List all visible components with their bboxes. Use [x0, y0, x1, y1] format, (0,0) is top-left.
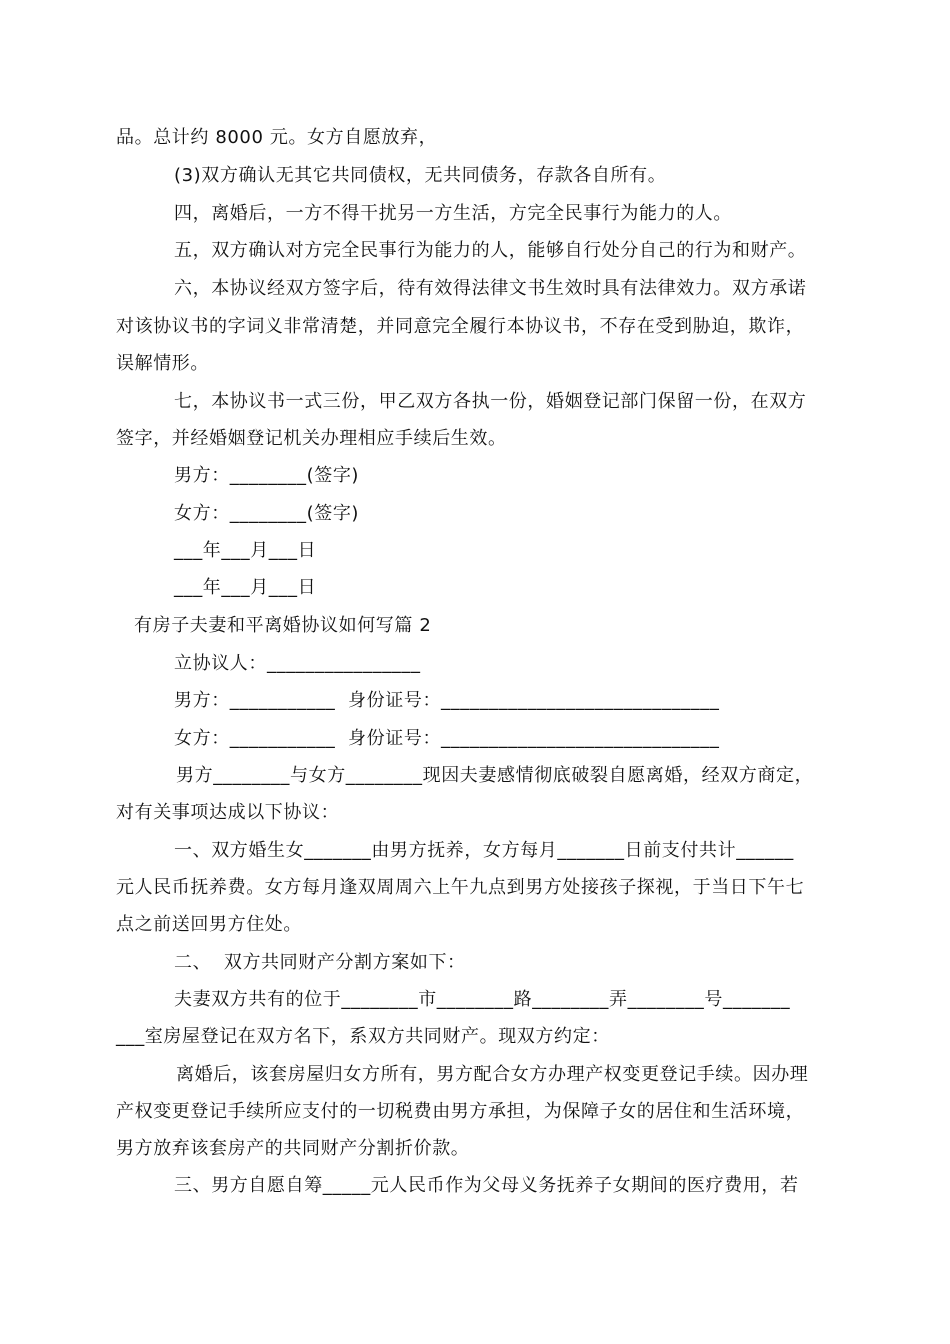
- text-line: 对该协议书的字词义非常清楚，并同意完全履行本协议书，不存在受到胁迫，欺诈，: [116, 316, 805, 337]
- text-line: 男方________与女方________现因夫妻感情彻底破裂自愿离婚，经双方商定，: [176, 765, 814, 786]
- signature-line-female: 女方：________(签字): [174, 503, 360, 524]
- text-line: 六，本协议经双方签字后，待有效得法律文书生效时具有法律效力。双方承诺: [174, 278, 807, 299]
- signature-line-male: 男方：________(签字): [174, 465, 360, 486]
- text-line: 品。总计约 8000 元。女方自愿放弃，: [116, 127, 438, 148]
- section-heading: 有房子夫妻和平离婚协议如何写篇 2: [134, 615, 432, 636]
- text-line: 五，双方确认对方完全民事行为能力的人，能够自行处分自己的行为和财产。: [174, 240, 807, 261]
- text-line: 一、双方婚生女_______由男方抚养，女方每月_______日前支付共计______: [174, 840, 794, 861]
- text-line: 误解情形。: [116, 353, 209, 374]
- text-line: 四，离婚后，一方不得干扰另一方生活，方完全民事行为能力的人。: [174, 203, 732, 224]
- text-line: 对有关事项达成以下协议：: [116, 802, 340, 823]
- text-line: 夫妻双方共有的位于________市________路________弄________号_______: [174, 989, 791, 1010]
- text-line: 元人民币抚养费。女方每月逢双周周六上午九点到男方处接孩子探视，于当日下午七: [116, 877, 805, 898]
- date-line: ___年___月___日: [174, 577, 317, 598]
- text-line: 点之前送回男方住处。: [116, 914, 302, 935]
- text-line: ___室房屋登记在双方名下，系双方共同财产。现双方约定：: [116, 1026, 610, 1047]
- text-line: 签字，并经婚姻登记机关办理相应手续后生效。: [116, 428, 507, 449]
- date-line: ___年___月___日: [174, 540, 317, 561]
- text-line: (3)双方确认无其它共同债权，无共同债务，存款各自所有。: [174, 165, 667, 186]
- text-line: 女方：___________ 身份证号：_____________________________: [174, 728, 720, 749]
- text-line: 立协议人：________________: [174, 653, 421, 674]
- text-line: 离婚后，该套房屋归女方所有，男方配合女方办理产权变更登记手续。因办理: [176, 1064, 809, 1085]
- text-line: 产权变更登记手续所应支付的一切税费由男方承担，为保障子女的居住和生活环境，: [116, 1101, 805, 1122]
- text-line: 七，本协议书一式三份，甲乙双方各执一份，婚姻登记部门保留一份，在双方: [174, 391, 807, 412]
- text-line: 男方：___________ 身份证号：_____________________________: [174, 690, 720, 711]
- text-line: 二、 双方共同财产分割方案如下：: [174, 952, 466, 973]
- text-line: 男方放弃该套房产的共同财产分割折价款。: [116, 1138, 470, 1159]
- text-line: 三、男方自愿自筹_____元人民币作为父母义务抚养子女期间的医疗费用，若: [174, 1175, 799, 1196]
